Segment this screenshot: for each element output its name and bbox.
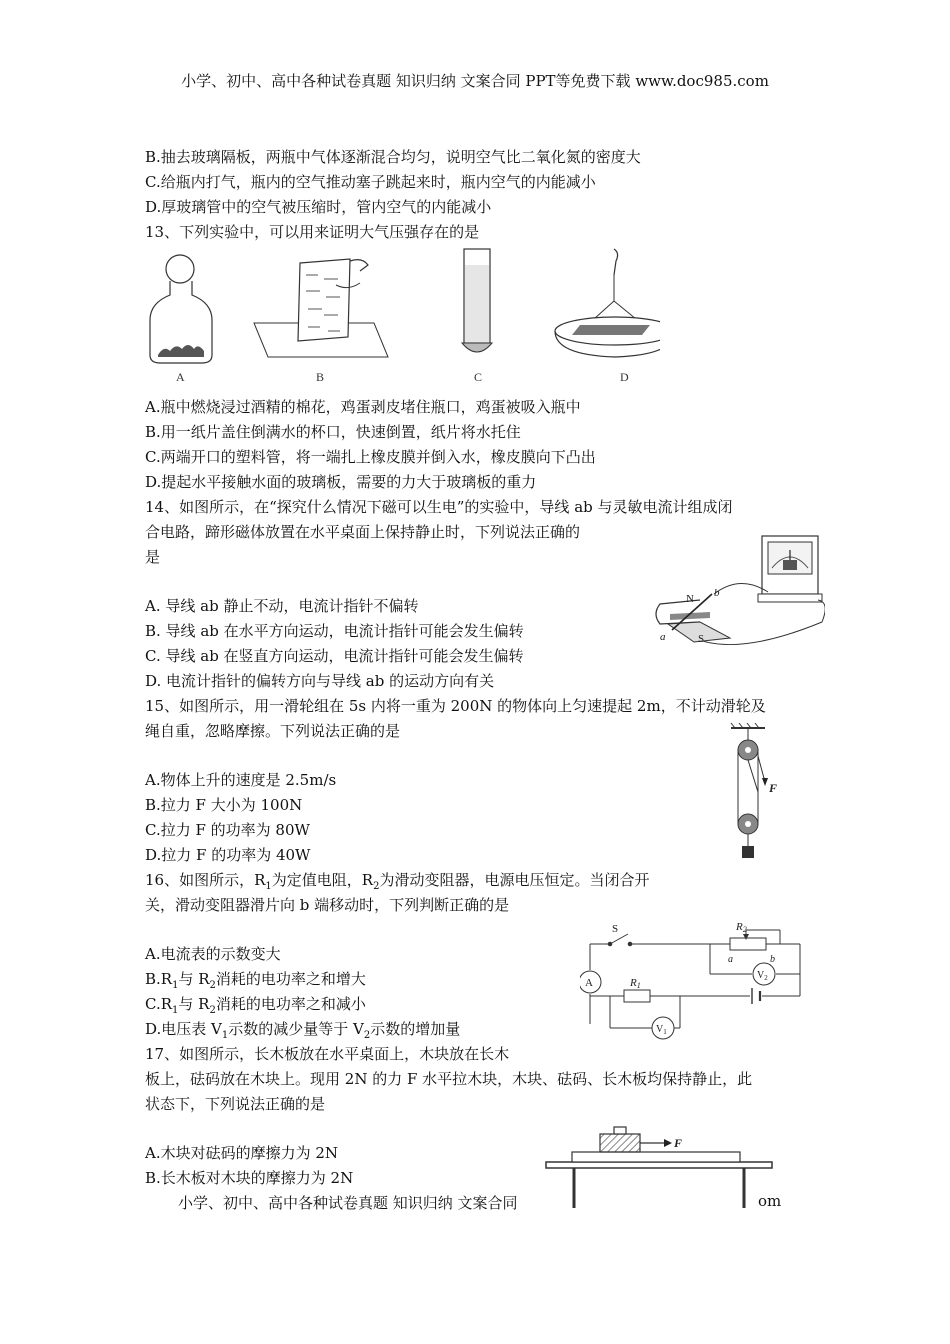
weight: [614, 1127, 626, 1134]
force-f-label: F: [674, 1136, 683, 1150]
q13-fig-label-c: C: [474, 370, 483, 384]
q14-option-a: A. 导线 ab 静止不动，电流计指针不偏转: [145, 597, 419, 615]
q15-option-c: C.拉力 F 的功率为 80W: [145, 821, 310, 839]
q14-stem-line2: 合电路，蹄形磁体放置在水平桌面上保持静止时，下列说法正确的: [145, 523, 581, 541]
rheostat-a-label: a: [728, 954, 733, 965]
wood-block: [600, 1134, 640, 1152]
q15-option-d: D.拉力 F 的功率为 40W: [145, 846, 311, 864]
q16-option-c: $C.R_1$与 $R_2$消耗的电功率之和减小: [145, 995, 366, 1016]
q14-stem-line3: 是: [145, 548, 161, 566]
q12-option-c: C.给瓶内打气，瓶内的空气推动塞子跳起来时，瓶内空气的内能减小: [145, 173, 596, 191]
page-header: 小学、初中、高中各种试卷真题 知识归纳 文案合同 PPT等免费下载 www.doc985.com: [181, 72, 769, 90]
long-board: [572, 1152, 740, 1162]
q17-stem-line3: 状态下，下列说法正确的是: [145, 1095, 326, 1113]
voltmeter-v2-label: $V_2$: [757, 970, 768, 982]
q15-option-b: B.拉力 F 大小为 100N: [145, 796, 303, 814]
q13-fig-b-cup: [254, 259, 388, 357]
q13-fig-d-dish: [555, 249, 660, 357]
q13-fig-label-b: B: [316, 370, 325, 384]
q17-option-a: A.木块对砝码的摩擦力为 2N: [145, 1144, 339, 1162]
q13-fig-label-d: D: [620, 370, 629, 384]
force-f-label: F: [769, 781, 778, 795]
q14-figure: [650, 530, 825, 662]
voltmeter-v1-label: $V_1$: [656, 1024, 667, 1036]
q13-fig-c-tube: [462, 249, 492, 352]
magnet-s-label: S: [698, 633, 705, 645]
page-footer-left: 小学、初中、高中各种试卷真题 知识归纳 文案合同: [178, 1194, 518, 1212]
r1-label: R1: [630, 977, 641, 990]
magnet-n-label: N: [686, 593, 694, 605]
q16-option-a: A.电流表的示数变大: [145, 945, 281, 963]
q17-stem-line2: 板上，砝码放在木块上。现用 2N 的力 F 水平拉木块，木块、砝码、长木板均保持静止，此: [145, 1070, 753, 1088]
q16-stem-line2: 关，滑动变阻器滑片向 b 端移动时，下列判断正确的是: [145, 896, 510, 914]
conductor-a-label: a: [660, 631, 666, 643]
q14-option-c: C. 导线 ab 在竖直方向运动，电流计指针可能会发生偏转: [145, 647, 524, 665]
q16-circuit-figure: [580, 918, 805, 1046]
q16-option-d: D.电压表 $V_1$示数的减少量等于 $V_2$示数的增加量: [145, 1020, 461, 1041]
q15-stem-line2: 绳自重，忽略摩擦。下列说法正确的是: [145, 722, 401, 740]
load-block: [742, 846, 754, 858]
q13-option-c: C.两端开口的塑料管，将一端扎上橡皮膜并倒入水，橡皮膜向下凸出: [145, 448, 596, 466]
q13-option-d: D.提起水平接触水面的玻璃板，需要的力大于玻璃板的重力: [145, 473, 537, 491]
q14-option-d: D. 电流计指针的偏转方向与导线 ab 的运动方向有关: [145, 672, 495, 690]
r2-label: R2: [736, 921, 747, 934]
q13-figure: [140, 245, 660, 390]
q16-stem-line1: 16、如图所示，$R_1$为定值电阻，$R_2$为滑动变阻器，电源电压恒定。当闭合开: [145, 871, 650, 892]
q13-stem: 13、下列实验中，可以用来证明大气压强存在的是: [145, 223, 480, 241]
q13-option-b: B.用一纸片盖住倒满水的杯口，快速倒置，纸片将水托住: [145, 423, 521, 441]
q15-stem-line1: 15、如图所示，用一滑轮组在 5s 内将一重为 200N 的物体向上匀速提起 2m，不计动滑轮及: [145, 697, 766, 715]
q14-stem-line1: 14、如图所示，在“探究什么情况下磁可以生电”的实验中，导线 ab 与灵敏电流计组成闭: [145, 498, 733, 516]
switch-s-label: S: [612, 923, 619, 935]
horseshoe-magnet-icon: [656, 600, 730, 642]
q12-option-b: B.抽去玻璃隔板，两瓶中气体逐渐混合均匀，说明空气比二氧化氮的密度大: [145, 148, 641, 166]
q12-option-d: D.厚玻璃管中的空气被压缩时，管内空气的内能减小: [145, 198, 492, 216]
q15-pulley-figure: [725, 722, 785, 862]
q13-fig-a-jar: [150, 255, 212, 363]
q17-figure: [538, 1122, 778, 1212]
ammeter-label: A: [585, 977, 593, 989]
q15-option-a: A.物体上升的速度是 2.5m/s: [145, 771, 337, 789]
q13-option-a: A.瓶中燃烧浸过酒精的棉花，鸡蛋剥皮堵住瓶口，鸡蛋被吸入瓶中: [145, 398, 581, 416]
q13-fig-label-a: A: [176, 370, 185, 384]
q16-option-b: $B.R_1$与 $R_2$消耗的电功率之和增大: [145, 970, 366, 991]
page-footer-right: om: [758, 1192, 782, 1210]
q14-option-b: B. 导线 ab 在水平方向运动，电流计指针可能会发生偏转: [145, 622, 524, 640]
conductor-b-label: b: [714, 587, 720, 599]
q17-stem-line1: 17、如图所示，长木板放在水平桌面上，木块放在长木: [145, 1045, 510, 1063]
table-top: [546, 1162, 772, 1168]
q17-option-b: B.长木板对木块的摩擦力为 2N: [145, 1169, 354, 1187]
rheostat-b-label: b: [770, 954, 775, 965]
